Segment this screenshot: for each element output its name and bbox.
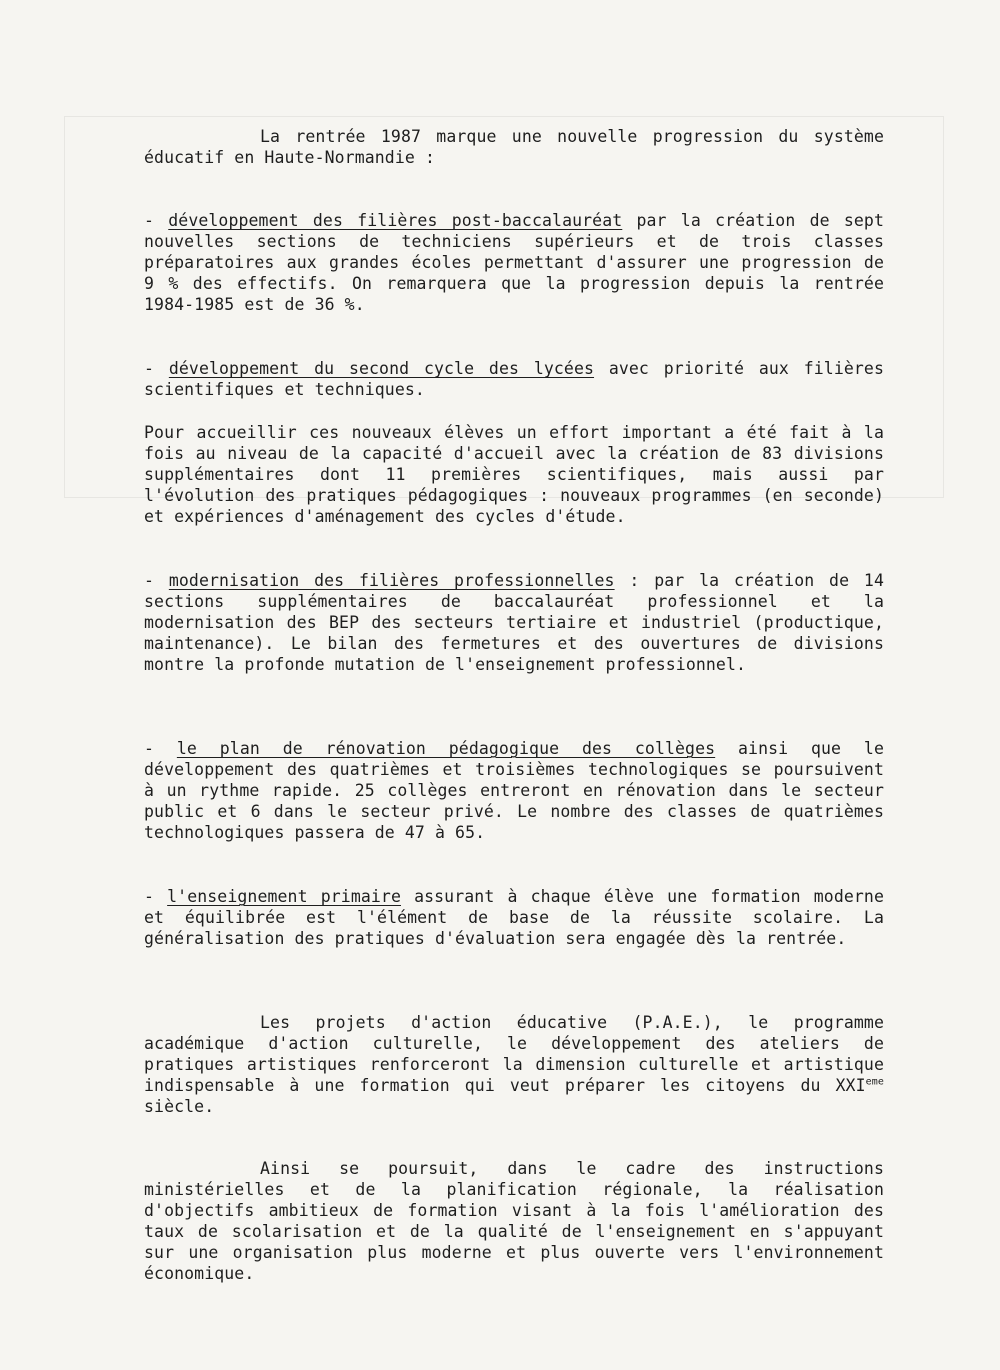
accueil-text: Pour accueillir ces nouveaux élèves un effort important a été fait à la fois au niveau de la capacité d'accueil avec la création de 83 divisions supplémentaires dont 11 premières scientifiques, mais aussi par l'évolution des pratiques pédagogiques : nouveaux programmes (en seconde) et expériences d'aménagement des cycles d'étude.	[144, 423, 884, 526]
professionnelles-paragraph	[144, 570, 884, 675]
second-cycle-heading: développement du second cycle des lycées	[168, 359, 595, 378]
accueil-paragraph	[144, 422, 884, 527]
second-cycle-text: avec priorité aux filières scientifiques et techniques.	[144, 359, 885, 399]
primaire-heading: l'enseignement primaire	[167, 887, 401, 906]
primaire-dash: -	[144, 887, 168, 906]
colleges-paragraph	[144, 738, 884, 843]
pae-paragraph	[144, 1012, 884, 1117]
professionnelles-heading: modernisation des filières professionnelles	[168, 571, 615, 590]
pae-text: Les projets d'action éducative (P.A.E.), le programme académique d'action culturelle, le développement des ateliers de pratiques artistiques renforceront la dimension culturelle et artistique indispensable à une formation qui veut préparer les citoyens du XXI	[144, 1013, 884, 1095]
post-bac-text: par la création de sept nouvelles sections de techniciens supérieurs et de trois classes préparatoires aux grandes écoles permettant d'assurer une progression de 9 % des effectifs. On remarquera que la progression depuis la rentrée 1984-1985 est de 36 %.	[144, 211, 884, 314]
pae-end: siècle.	[144, 1097, 215, 1116]
post-bac-heading: développement des filières post-baccalauréat	[168, 211, 623, 230]
conclusion-text: Ainsi se poursuit, dans le cadre des instructions ministérielles et de la planification régionale, la réalisation d'objectifs ambitieux de formation visant à la fois l'amélioration des taux de scolarisation et de la qualité de l'enseignement en s'appuyant sur une organisation plus moderne et plus ouverte vers l'environnement économique.	[144, 1159, 884, 1283]
colleges-heading: le plan de rénovation pédagogique des collèges	[176, 739, 716, 758]
second-cycle-paragraph	[144, 358, 884, 400]
post-bac-paragraph	[144, 210, 884, 315]
professionnelles-text: : par la création de 14 sections supplémentaires de baccalauréat professionnel et la modernisation des BEP des secteurs tertiaire et industriel (productique, maintenance). Le bilan des fermetures et des ouvertures de divisions montre la profonde mutation de l'enseignement professionnel.	[144, 571, 884, 674]
second-cycle-dash: -	[144, 359, 169, 378]
intro-text: La rentrée 1987 marque une nouvelle progression du système éducatif en Haute-Normandie :	[144, 127, 884, 167]
colleges-text: ainsi que le développement des quatrièmes et troisièmes technologiques se poursuivent à un rythme rapide. 25 collèges entreront en rénovation dans le secteur public et 6 dans le secteur privé. Le nombre des classes de quatrièmes technologiques passera de 47 à 65.	[144, 739, 884, 842]
conclusion-paragraph	[144, 1158, 884, 1284]
professionnelles-dash: -	[144, 571, 169, 590]
colleges-dash: -	[144, 739, 177, 758]
primaire-paragraph	[144, 886, 884, 949]
post-bac-dash: -	[144, 211, 169, 230]
primaire-text: assurant à chaque élève une formation moderne et équilibrée est l'élément de base de la réussite scolaire. La généralisation des pratiques d'évaluation sera engagée dès la rentrée.	[144, 887, 884, 948]
intro-paragraph	[144, 126, 884, 168]
pae-superscript: eme	[865, 1076, 884, 1088]
